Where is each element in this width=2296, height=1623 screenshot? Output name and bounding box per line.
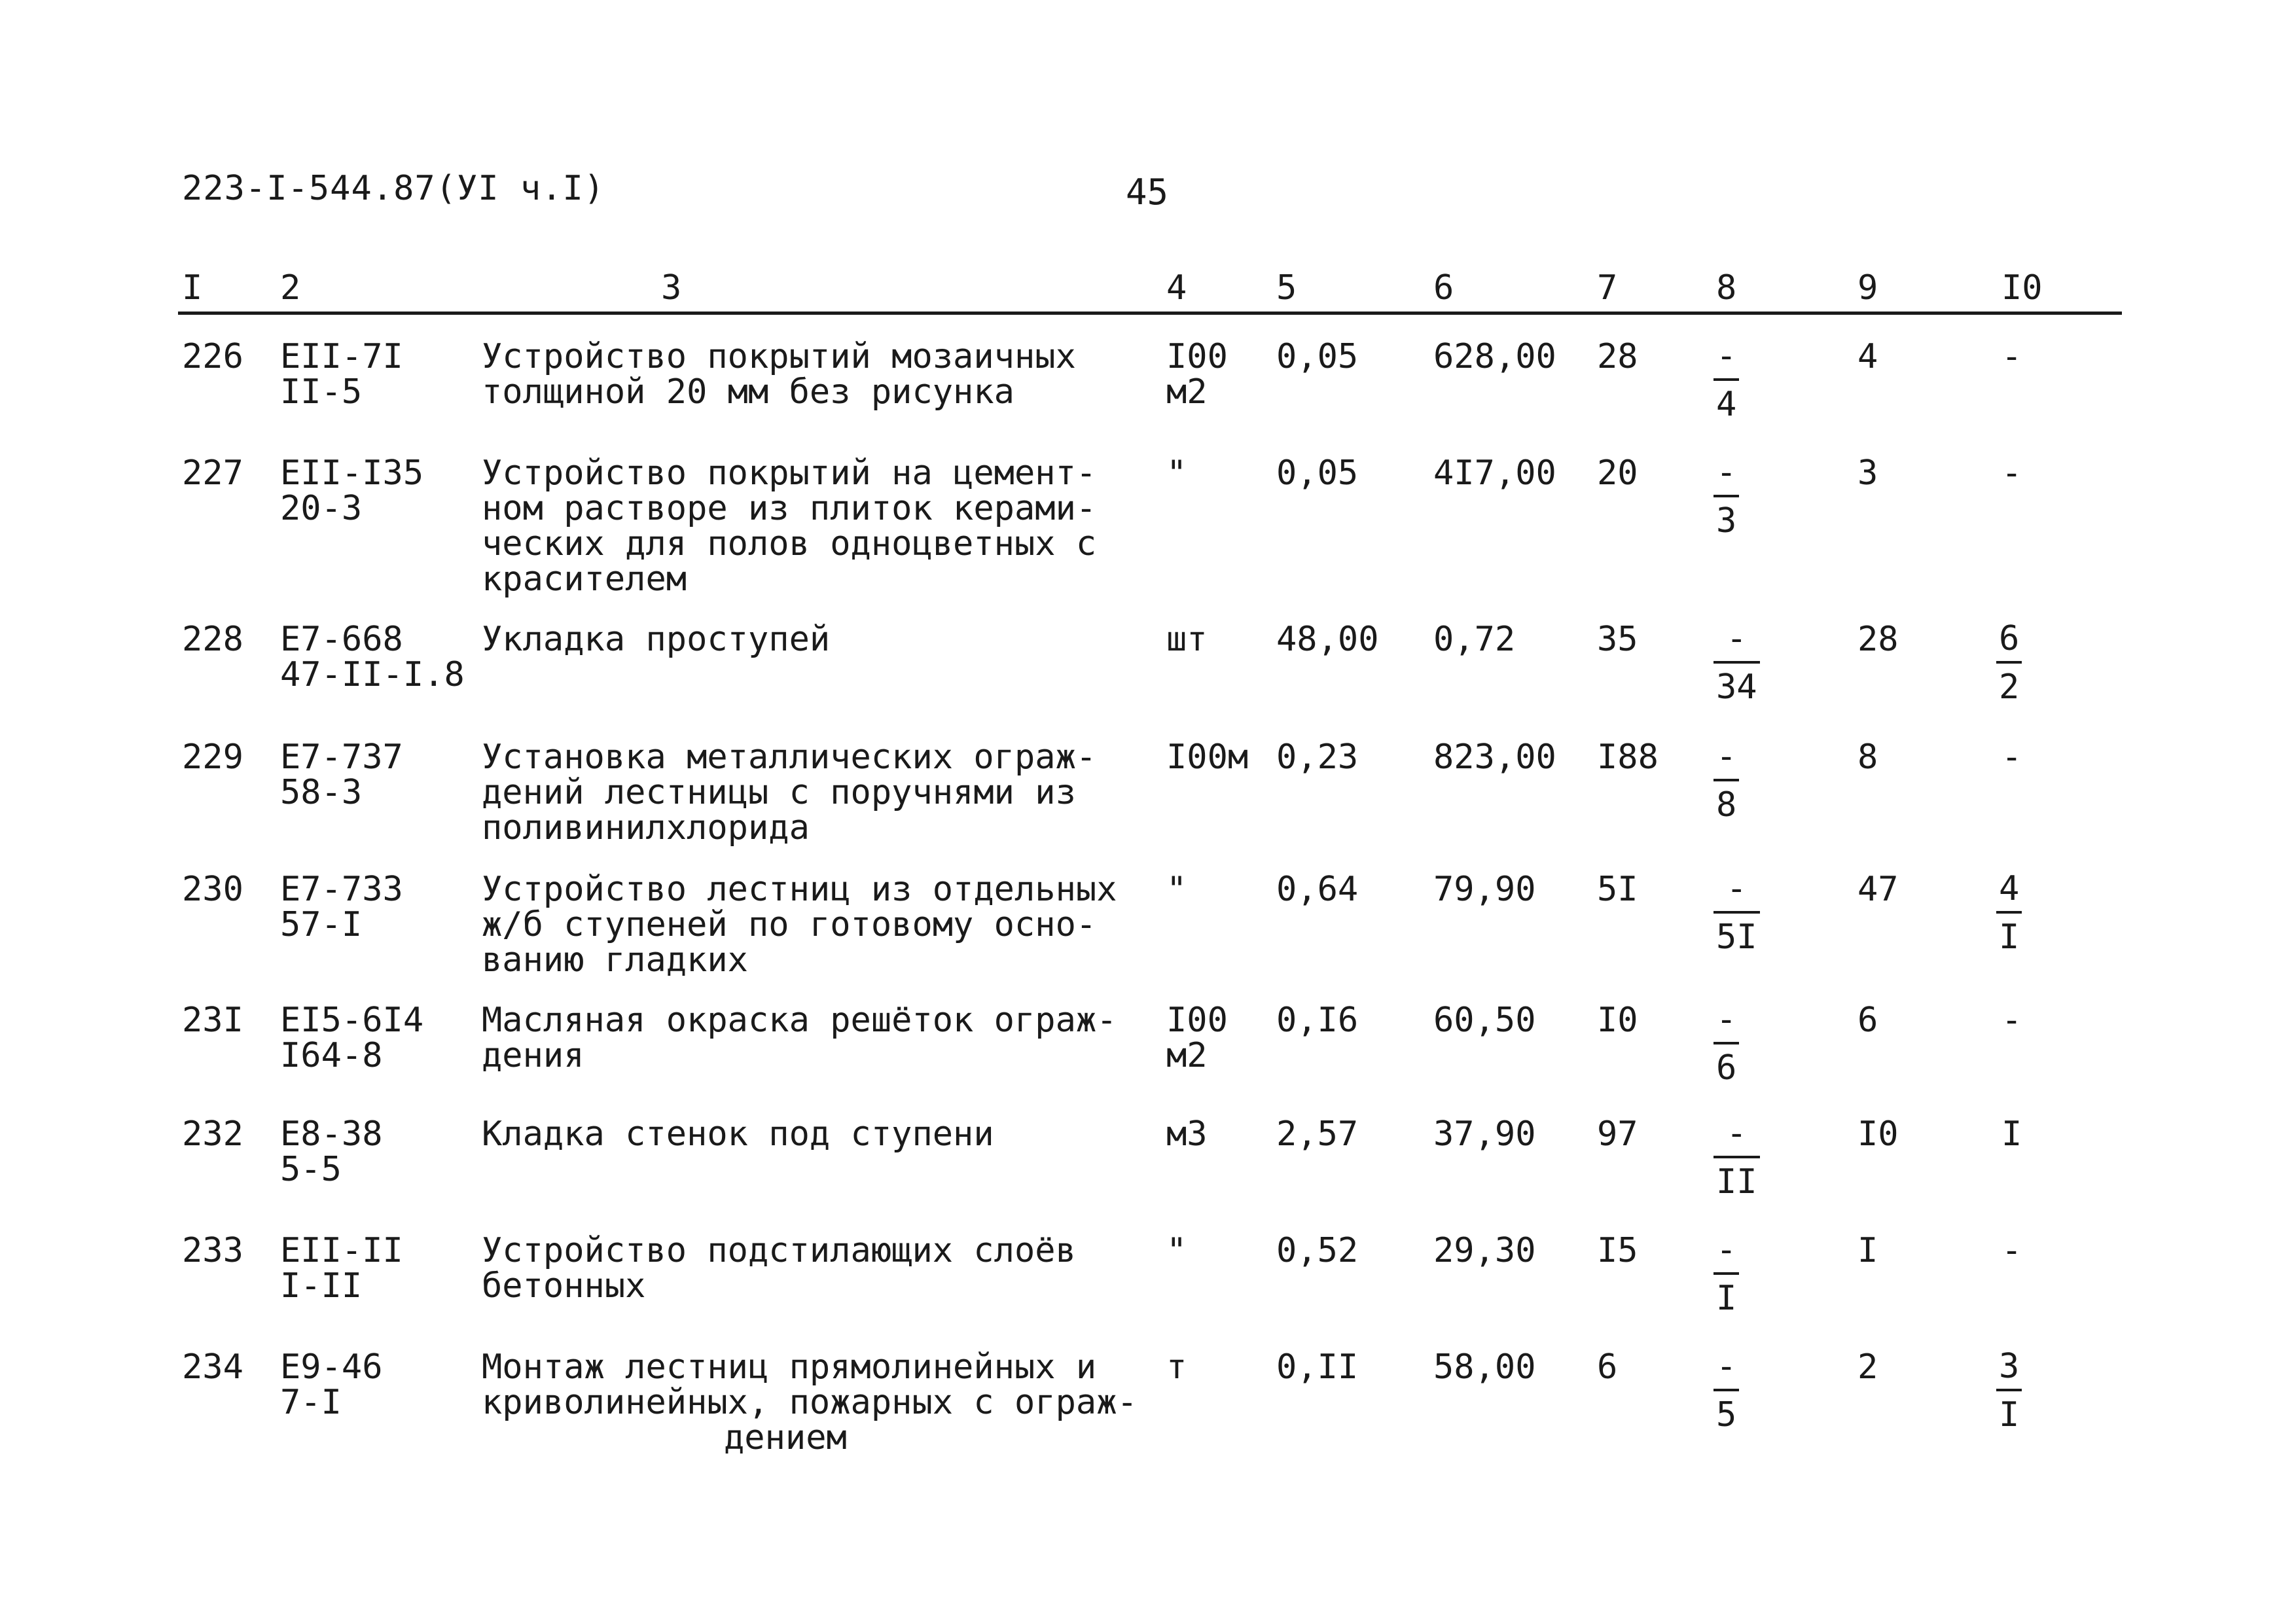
work-description-line: дений лестницы с поручнями из xyxy=(482,773,1076,812)
work-description-line: Устройство покрытий на цемент- xyxy=(482,454,1097,493)
unit-line: м2 xyxy=(1166,1036,1208,1075)
column-9-value: 6 xyxy=(1857,1001,1878,1040)
norm-code-line: 57-I xyxy=(280,905,363,944)
unit-price: 60,50 xyxy=(1433,1001,1536,1040)
unit-line: м3 xyxy=(1166,1115,1208,1154)
column-7-value: 35 xyxy=(1597,620,1638,659)
work-description xyxy=(482,1349,1138,1455)
norm-code xyxy=(280,339,403,410)
column-header-4: 4 xyxy=(1166,268,1187,308)
unit-line: м2 xyxy=(1166,372,1208,412)
column-10-value: - xyxy=(2001,1231,2022,1270)
fraction-numerator: - xyxy=(1716,1000,1737,1039)
unit-of-measure xyxy=(1166,455,1187,491)
column-header-7: 7 xyxy=(1597,268,1618,308)
header-rule xyxy=(178,312,2122,315)
work-description-line: Устройство лестниц из отдельных xyxy=(482,870,1117,909)
norm-code-line: E7-737 xyxy=(280,738,403,777)
work-description-line: ном растворе из плиток керами- xyxy=(482,489,1097,528)
unit-of-measure xyxy=(1166,1233,1187,1268)
unit-of-measure xyxy=(1166,1349,1187,1385)
fraction-numerator: - xyxy=(1726,1114,1747,1153)
unit-price: 4I7,00 xyxy=(1433,454,1556,493)
row-number: 232 xyxy=(182,1115,243,1154)
norm-code xyxy=(280,622,465,692)
norm-code xyxy=(280,1233,403,1304)
unit-price: 37,90 xyxy=(1433,1115,1536,1154)
work-description xyxy=(482,1116,994,1152)
unit-line: шт xyxy=(1166,620,1208,659)
quantity: 0,II xyxy=(1276,1347,1359,1387)
work-description-line: криволинейных, пожарных с ограж- xyxy=(482,1383,1138,1422)
work-description-line: бетонных xyxy=(482,1266,646,1306)
column-10-value: - xyxy=(2001,1001,2022,1040)
norm-code xyxy=(280,1003,423,1073)
norm-code-line: I-II xyxy=(280,1266,363,1306)
column-8-fraction xyxy=(1713,1114,1760,1202)
work-description-line: дением xyxy=(724,1418,847,1457)
column-7-value: 6 xyxy=(1597,1347,1618,1387)
fraction-numerator: 3 xyxy=(1999,1347,2020,1386)
column-header-6: 6 xyxy=(1433,268,1454,308)
row-number: 226 xyxy=(182,337,243,376)
column-header-9: 9 xyxy=(1857,268,1878,308)
fraction-bar xyxy=(1996,661,2022,664)
work-description xyxy=(482,622,830,657)
column-8-fraction xyxy=(1713,1230,1739,1318)
fraction-denominator: 6 xyxy=(1716,1048,1737,1088)
work-description-line: красителем xyxy=(482,560,687,599)
column-10-value: - xyxy=(2001,337,2022,376)
page-number: 45 xyxy=(1126,171,1169,213)
column-8-fraction xyxy=(1713,619,1760,707)
column-header-5: 5 xyxy=(1276,268,1297,308)
column-7-value: I0 xyxy=(1597,1001,1638,1040)
work-description xyxy=(482,455,1096,597)
work-description-line: толщиной 20 мм без рисунка xyxy=(482,372,1014,412)
column-10-fraction xyxy=(1996,869,2022,957)
column-8-fraction xyxy=(1713,336,1739,424)
fraction-denominator: 4 xyxy=(1716,385,1737,424)
norm-code-line: II-5 xyxy=(280,372,363,412)
quantity: 0,I6 xyxy=(1276,1001,1359,1040)
column-8-fraction xyxy=(1713,1347,1739,1435)
quantity: 0,23 xyxy=(1276,738,1359,777)
unit-price: 29,30 xyxy=(1433,1231,1536,1270)
work-description-line: Устройство покрытий мозаичных xyxy=(482,337,1076,376)
norm-code-line: 47-II-I.8 xyxy=(280,655,465,694)
fraction-numerator: - xyxy=(1726,869,1747,908)
quantity: 0,05 xyxy=(1276,337,1359,376)
unit-of-measure xyxy=(1166,339,1228,410)
norm-code xyxy=(280,1116,383,1187)
unit-price: 58,00 xyxy=(1433,1347,1536,1387)
column-header-3: 3 xyxy=(661,268,682,308)
unit-of-measure xyxy=(1166,740,1248,775)
norm-code xyxy=(280,1349,383,1420)
unit-of-measure xyxy=(1166,872,1187,907)
norm-code-line: 20-3 xyxy=(280,489,363,528)
fraction-numerator: 6 xyxy=(1999,619,2020,658)
fraction-denominator: I xyxy=(1999,918,2020,957)
work-description-line: ванию гладких xyxy=(482,940,748,980)
norm-code-line: E7-668 xyxy=(280,620,403,659)
column-10-value: - xyxy=(2001,454,2022,493)
unit-line: " xyxy=(1166,454,1187,493)
fraction-bar xyxy=(1713,779,1739,781)
row-number: 23I xyxy=(182,1001,243,1040)
quantity: 0,52 xyxy=(1276,1231,1359,1270)
work-description xyxy=(482,339,1076,410)
row-number: 229 xyxy=(182,738,243,777)
norm-code-line: EII-I35 xyxy=(280,454,424,493)
fraction-denominator: 5 xyxy=(1716,1395,1737,1435)
work-description-line: дения xyxy=(482,1036,584,1075)
column-9-value: 4 xyxy=(1857,337,1878,376)
work-description-line: Установка металлических ограж- xyxy=(482,738,1097,777)
fraction-numerator: 4 xyxy=(1999,869,2020,908)
work-description xyxy=(482,1003,1117,1073)
column-7-value: 5I xyxy=(1597,870,1638,909)
work-description-line: Кладка стенок под ступени xyxy=(482,1115,994,1154)
unit-line: I00м xyxy=(1166,738,1249,777)
fraction-numerator: - xyxy=(1716,336,1737,376)
work-description-line: Укладка проступей xyxy=(482,620,831,659)
work-description xyxy=(482,1233,1076,1304)
unit-line: " xyxy=(1166,1231,1187,1270)
document-code: 223-I-544.87(УI ч.I) xyxy=(182,169,605,208)
column-9-value: 47 xyxy=(1857,870,1899,909)
fraction-denominator: I xyxy=(1716,1279,1737,1318)
fraction-numerator: - xyxy=(1716,1347,1737,1386)
row-number: 233 xyxy=(182,1231,243,1270)
norm-code xyxy=(280,872,403,942)
unit-of-measure xyxy=(1166,1003,1228,1073)
column-header-10: I0 xyxy=(2001,268,2043,308)
fraction-bar xyxy=(1996,1389,2022,1391)
fraction-denominator: II xyxy=(1716,1162,1757,1202)
norm-code-line: EII-II xyxy=(280,1231,403,1270)
unit-line: " xyxy=(1166,870,1187,909)
norm-code-line: E9-46 xyxy=(280,1347,383,1387)
fraction-bar xyxy=(1713,1389,1739,1391)
work-description-line: Устройство подстилающих слоёв xyxy=(482,1231,1076,1270)
work-description-line: Масляная окраска решёток ограж- xyxy=(482,1001,1117,1040)
fraction-bar xyxy=(1996,911,2022,914)
fraction-denominator: 34 xyxy=(1716,668,1757,707)
row-number: 234 xyxy=(182,1347,243,1387)
work-description-line: ж/б ступеней по готовому осно- xyxy=(482,905,1097,944)
fraction-denominator: 3 xyxy=(1716,501,1737,541)
column-header-1: I xyxy=(182,268,203,308)
column-9-value: 3 xyxy=(1857,454,1878,493)
column-8-fraction xyxy=(1713,869,1760,957)
column-8-fraction xyxy=(1713,453,1739,541)
column-header-2: 2 xyxy=(280,268,301,308)
work-description-line: Монтаж лестниц прямолинейных и xyxy=(482,1347,1097,1387)
unit-price: 79,90 xyxy=(1433,870,1536,909)
norm-code xyxy=(280,740,403,810)
fraction-denominator: I xyxy=(1999,1395,2020,1435)
norm-code-line: 58-3 xyxy=(280,773,363,812)
norm-code-line: E7-733 xyxy=(280,870,403,909)
fraction-denominator: 5I xyxy=(1716,918,1757,957)
norm-code-line: 7-I xyxy=(280,1383,342,1422)
norm-code-line: 5-5 xyxy=(280,1150,342,1189)
column-9-value: I0 xyxy=(1857,1115,1899,1154)
fraction-bar xyxy=(1713,661,1760,664)
column-7-value: I88 xyxy=(1597,738,1659,777)
column-9-value: 28 xyxy=(1857,620,1899,659)
column-8-fraction xyxy=(1713,1000,1739,1088)
column-10-fraction xyxy=(1996,1347,2022,1435)
column-10-fraction xyxy=(1996,619,2022,707)
unit-line: I00 xyxy=(1166,1001,1228,1040)
fraction-numerator: - xyxy=(1726,619,1747,658)
fraction-bar xyxy=(1713,1042,1739,1044)
work-description xyxy=(482,872,1117,978)
column-9-value: I xyxy=(1857,1231,1878,1270)
unit-line: т xyxy=(1166,1347,1187,1387)
fraction-bar xyxy=(1713,1156,1760,1158)
column-10-value: - xyxy=(2001,738,2022,777)
work-description xyxy=(482,740,1096,846)
row-number: 227 xyxy=(182,454,243,493)
fraction-bar xyxy=(1713,1272,1739,1275)
fraction-bar xyxy=(1713,495,1739,497)
fraction-denominator: 8 xyxy=(1716,785,1737,825)
unit-line: I00 xyxy=(1166,337,1228,376)
quantity: 0,05 xyxy=(1276,454,1359,493)
quantity: 0,64 xyxy=(1276,870,1359,909)
unit-of-measure xyxy=(1166,622,1208,657)
unit-price: 0,72 xyxy=(1433,620,1516,659)
column-7-value: 97 xyxy=(1597,1115,1638,1154)
norm-code-line: EII-7I xyxy=(280,337,403,376)
work-description-line: ческих для полов одноцветных с xyxy=(482,524,1097,563)
fraction-bar xyxy=(1713,911,1760,914)
unit-price: 628,00 xyxy=(1433,337,1556,376)
column-7-value: I5 xyxy=(1597,1231,1638,1270)
column-8-fraction xyxy=(1713,737,1739,825)
norm-code-line: EI5-6I4 xyxy=(280,1001,424,1040)
row-number: 228 xyxy=(182,620,243,659)
column-7-value: 20 xyxy=(1597,454,1638,493)
quantity: 48,00 xyxy=(1276,620,1379,659)
row-number: 230 xyxy=(182,870,243,909)
work-description-line: поливинилхлорида xyxy=(482,808,810,847)
norm-code xyxy=(280,455,423,526)
quantity: 2,57 xyxy=(1276,1115,1359,1154)
unit-of-measure xyxy=(1166,1116,1208,1152)
fraction-denominator: 2 xyxy=(1999,668,2020,707)
fraction-numerator: - xyxy=(1716,1230,1737,1270)
column-10-value: I xyxy=(2001,1115,2022,1154)
unit-price: 823,00 xyxy=(1433,738,1556,777)
fraction-numerator: - xyxy=(1716,737,1737,776)
fraction-bar xyxy=(1713,378,1739,381)
norm-code-line: I64-8 xyxy=(280,1036,383,1075)
column-7-value: 28 xyxy=(1597,337,1638,376)
column-header-8: 8 xyxy=(1716,268,1737,308)
norm-code-line: E8-38 xyxy=(280,1115,383,1154)
column-9-value: 2 xyxy=(1857,1347,1878,1387)
fraction-numerator: - xyxy=(1716,453,1737,492)
column-9-value: 8 xyxy=(1857,738,1878,777)
